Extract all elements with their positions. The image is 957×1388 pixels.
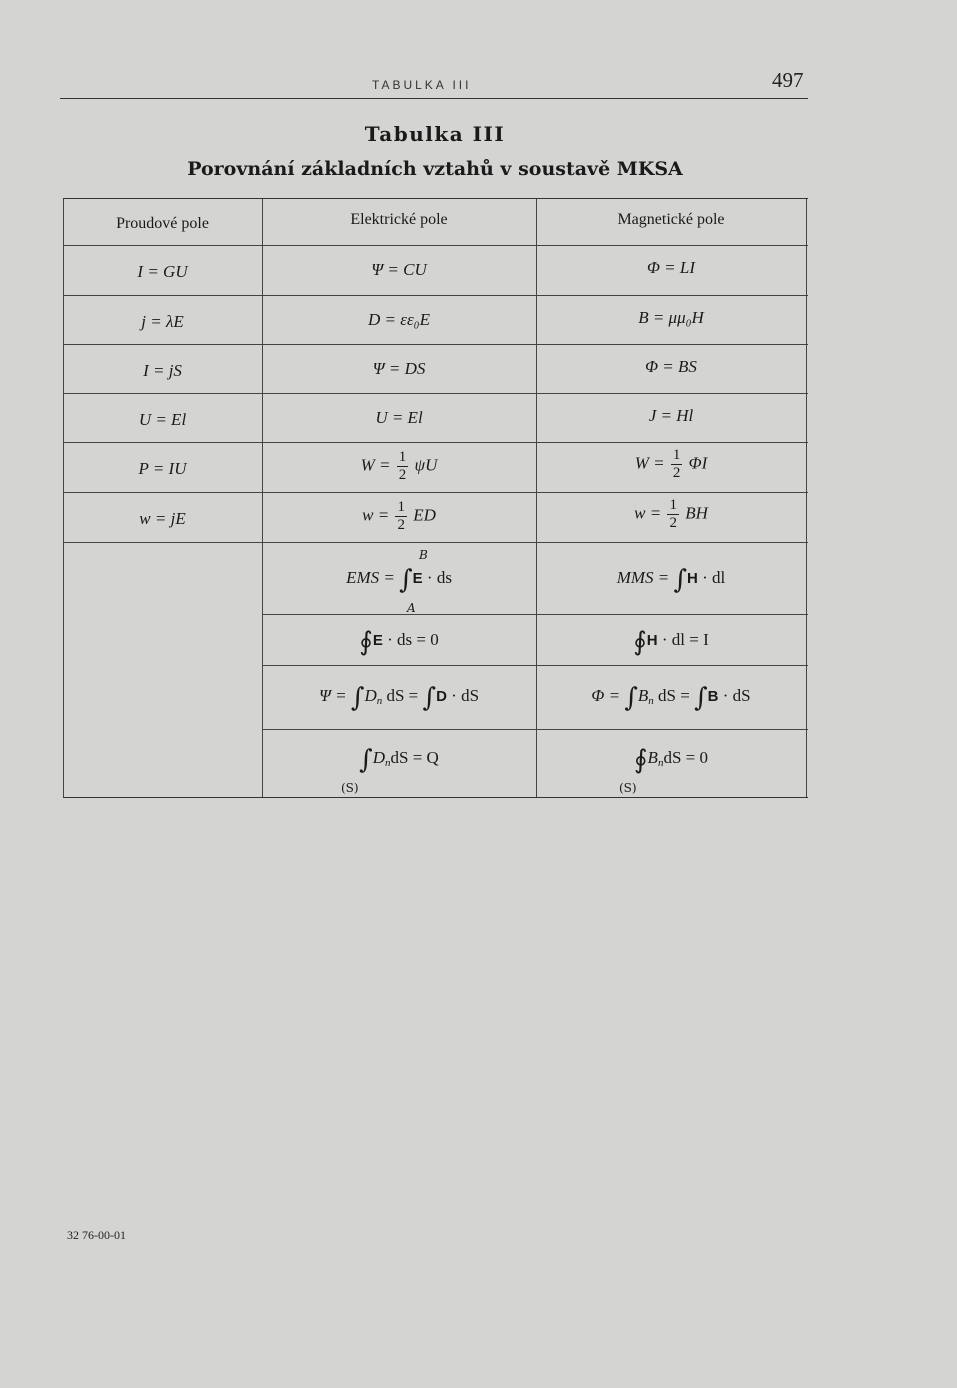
row-divider <box>63 295 808 296</box>
fraction <box>671 447 683 482</box>
cell-magn-r4: J = Hl <box>648 406 694 425</box>
formula-lhs: Ψ = <box>318 686 347 705</box>
integral-sign: ∫ <box>399 565 413 595</box>
vector-h: H <box>687 570 698 587</box>
table-title: Tabulka III <box>364 122 506 146</box>
fraction <box>667 497 679 532</box>
table-border-left <box>63 199 64 797</box>
formula-tail: · dS <box>451 686 480 705</box>
fraction-denominator: 2 <box>398 467 407 483</box>
cell-mms <box>536 565 806 595</box>
cell-magn-r1: Φ = LI <box>646 258 696 277</box>
cell-proud-r5: P = IU <box>138 459 187 478</box>
formula-tail: dS = 0 <box>663 748 708 767</box>
subscript: n <box>657 757 664 769</box>
formula-rhs: ED <box>413 505 436 525</box>
comparison-table <box>63 198 808 798</box>
fraction-denominator: 2 <box>397 517 405 533</box>
formula-tail: · dS <box>722 686 751 705</box>
fraction-numerator: 1 <box>669 497 677 513</box>
cell-flux-m <box>536 683 806 713</box>
formula-lhs: W = <box>360 455 391 475</box>
component: D <box>364 686 377 705</box>
cell-gauss-m <box>536 745 806 775</box>
integral-sign: ∫ <box>422 683 437 713</box>
header-underline <box>63 245 808 246</box>
header-proudove-pole: Proudové pole <box>116 215 209 232</box>
subscript: n <box>385 757 391 769</box>
running-head <box>0 68 957 96</box>
integral-sign: ∫ <box>673 565 688 595</box>
formula-rhs: ΦI <box>688 453 708 473</box>
row-divider <box>63 542 808 543</box>
cell-elek-r5 <box>262 449 536 484</box>
contour-integral-sign: ∮ <box>634 745 648 775</box>
fraction-denominator: 2 <box>669 515 677 531</box>
cell-loop-h <box>536 627 806 657</box>
component: B <box>647 748 658 767</box>
upper-limit: B <box>419 548 428 562</box>
fraction-denominator: 2 <box>672 465 681 481</box>
cell-loop-e <box>262 627 536 657</box>
fraction <box>395 499 407 534</box>
row-divider <box>63 442 808 443</box>
formula-rhs: BH <box>685 503 708 523</box>
lower-limit: A <box>407 601 416 615</box>
row-divider <box>262 729 808 730</box>
cell-elek-r3: Ψ = DS <box>372 359 426 378</box>
formula-lhs: EMS = <box>346 568 395 587</box>
cell-ems <box>262 565 536 595</box>
cell-proud-r4: U = El <box>138 410 187 429</box>
cell-proud-r3: I = jS <box>143 361 182 380</box>
formula-lhs: w = <box>362 505 390 525</box>
fraction <box>397 449 409 484</box>
formula-lhs: w = <box>634 503 662 523</box>
table-subtitle: Porovnání základních vztahů v soustavě MKSA <box>187 158 683 180</box>
formula-tail: · dl <box>702 568 726 587</box>
running-title: TABULKA III <box>372 78 472 92</box>
cell-magn-r5 <box>536 447 806 482</box>
integral-sign: ∫ <box>350 683 365 713</box>
formula-lhs: W = <box>634 453 665 473</box>
cell-proud-r2: j = λE <box>141 312 184 331</box>
cell-flux-e <box>262 683 536 713</box>
subscript: n <box>648 695 654 707</box>
integral-sign: ∫ <box>359 745 373 775</box>
header-elektricke-pole: Elektrické pole <box>350 211 448 228</box>
fraction-numerator: 1 <box>672 447 681 463</box>
subscript: n <box>376 695 383 707</box>
cell-magn-r2: B = μμ₀H <box>638 308 704 327</box>
header-rule <box>60 98 808 99</box>
row-divider <box>63 492 808 493</box>
cell-magn-r6 <box>536 497 806 532</box>
vector-e: E <box>372 632 383 649</box>
integral-sign: ∫ <box>624 683 638 713</box>
vector-h: H <box>646 632 658 649</box>
page-number: 497 <box>772 68 804 92</box>
row-divider <box>63 393 808 394</box>
contour-integral-sign: ∮ <box>633 627 647 657</box>
formula-lhs: Φ = <box>591 686 621 705</box>
vector-d: D <box>436 688 447 705</box>
cell-elek-r1: Ψ = CU <box>371 260 427 279</box>
row-divider <box>63 344 808 345</box>
component: B <box>637 686 649 705</box>
vector-b: B <box>707 688 719 705</box>
formula-tail: · ds <box>426 568 452 587</box>
cell-proud-r1: I = GU <box>137 262 188 281</box>
surface-limit: (S) <box>341 781 359 795</box>
formula-rhs: ψU <box>414 455 438 475</box>
footer-print-code: 32 76-00-01 <box>67 1228 126 1242</box>
component: D <box>372 748 385 767</box>
cell-gauss-e <box>262 745 536 775</box>
surface-limit: (S) <box>619 781 637 795</box>
header-magneticke-pole: Magnetické pole <box>617 211 725 228</box>
vector-e: E <box>412 570 423 587</box>
fraction-numerator: 1 <box>397 499 405 515</box>
cell-elek-r4: U = El <box>375 408 423 427</box>
cell-magn-r3: Φ = BS <box>645 357 697 376</box>
table-border-right <box>806 199 807 797</box>
formula-mid: dS = <box>658 686 690 705</box>
row-divider <box>262 665 808 666</box>
formula-mid: dS = <box>386 686 419 705</box>
fraction-numerator: 1 <box>398 449 407 465</box>
cell-elek-r6 <box>262 499 536 534</box>
formula-tail: · ds = 0 <box>387 630 439 649</box>
row-divider <box>262 614 808 615</box>
integral-sign: ∫ <box>694 683 708 713</box>
formula-lhs: MMS = <box>616 568 670 587</box>
cell-proud-r6: w = jE <box>139 509 186 528</box>
contour-integral-sign: ∮ <box>359 627 373 657</box>
formula-tail: dS = Q <box>390 748 439 767</box>
formula-tail: · dl = I <box>661 630 709 649</box>
cell-elek-r2: D = εε₀E <box>368 310 430 329</box>
